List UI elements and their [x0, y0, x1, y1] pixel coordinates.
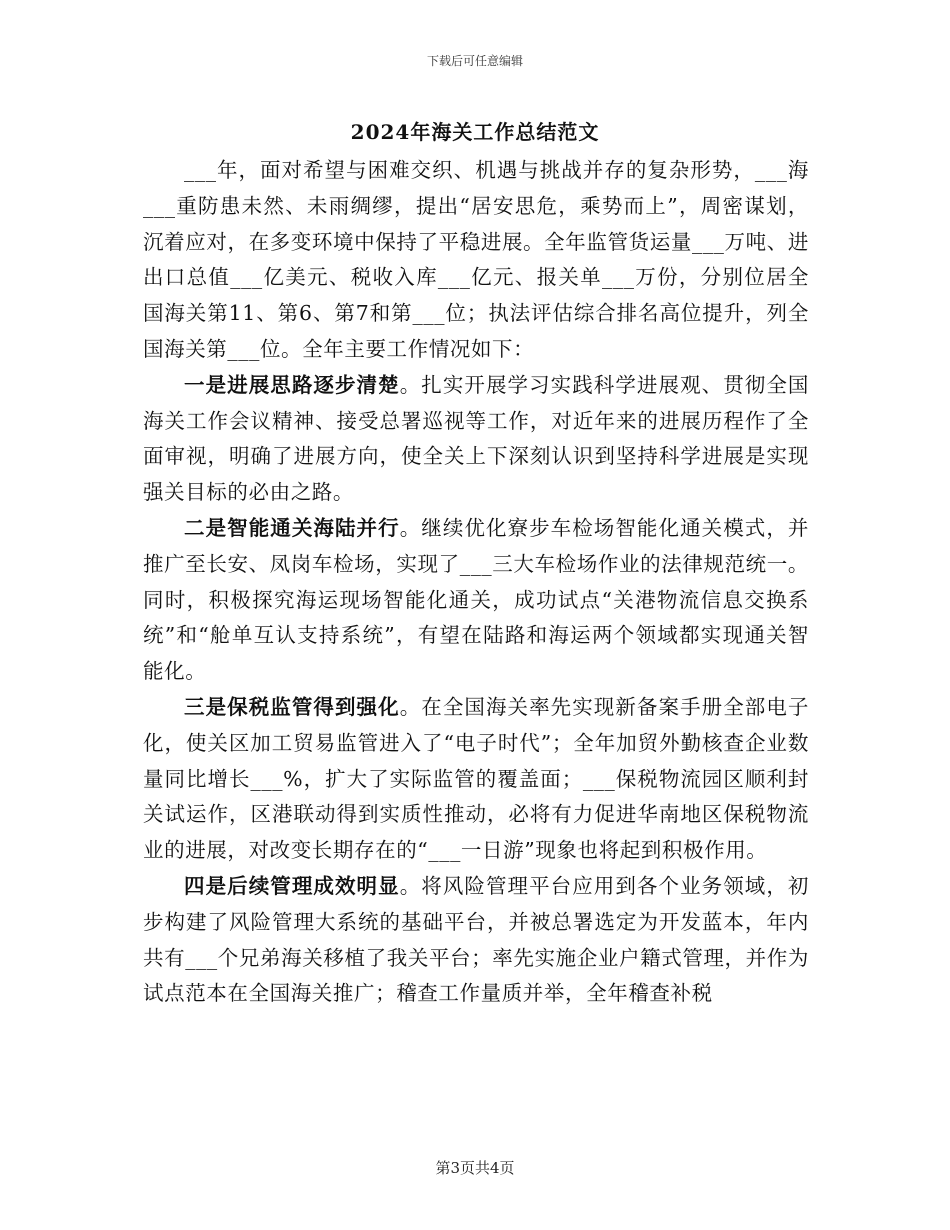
paragraph-text: 。继续优化寮步车检场智能化通关模式，并推广至长安、凤岗车检场，实现了___三大车检场作业的法律规范统一。同时，积极探究海运现场智能化通关，成功试点“关港物流信息交换系统”和“舱单互认支持系统”，有望在陆路和海运两个领域都实现通关智能化。: [143, 515, 810, 684]
document-title: 2024年海关工作总结范文: [350, 120, 600, 144]
paragraph-section-4: [143, 869, 809, 1012]
paragraph-text: 。将风险管理平台应用到各个业务领域，初步构建了风险管理大系统的基础平台，并被总署选定为开发蓝本，年内共有___个兄弟海关移植了我关平台；率先实施企业户籍式管理，并作为试点范本在全国海关推广；稽查工作量质并举，全年稽查补税: [143, 873, 810, 1006]
paragraph-heading: 一是进展思路逐步清楚: [184, 372, 400, 397]
paragraph-text: ___年，面对希望与困难交织、机遇与挑战并存的复杂形势，___海___重防患未然、未雨绸缪，提出“居安思危，乘势而上”，周密谋划，沉着应对，在多变环境中保持了平稳进展。全年监管货运量___万吨、进出口总值___亿美元、税收入库___亿元、报关单___万份，分别位居全国海关第11、第6、第7和第___位；执法评估综合排名高位提升，列全国海关第___位。全年主要工作情况如下：: [143, 158, 809, 361]
paragraph-section-2: [143, 511, 809, 690]
paragraph-intro: [143, 153, 809, 368]
paragraph-section-1: [143, 368, 809, 511]
paragraph-heading: 四是后续管理成效明显: [184, 873, 400, 898]
paragraph-heading: 二是智能通关海陆并行: [184, 515, 400, 540]
paragraph-section-3: [143, 690, 809, 869]
paragraph-text: 。扎实开展学习实践科学进展观、贯彻全国海关工作会议精神、接受总署巡视等工作，对近年来的进展历程作了全面审视，明确了进展方向，使全关上下深刻认识到坚持科学进展是实现强关目标的必由之路。: [143, 372, 810, 505]
document-body: [143, 153, 809, 1012]
paragraph-text: 。在全国海关率先实现新备案手册全部电子化，使关区加工贸易监管进入了“电子时代”；全年加贸外勤核查企业数量同比增长___%，扩大了实际监管的覆盖面；___保税物流园区顺利封关试运作，区港联动得到实质性推动，必将有力促进华南地区保税物流业的进展，对改变长期存在的“___一日游”现象也将起到积极作用。: [143, 694, 810, 863]
paragraph-heading: 三是保税监管得到强化: [184, 694, 400, 719]
page-number: 第3页共4页: [435, 1159, 515, 1177]
page-header-note: 下载后可任意编辑: [426, 54, 523, 68]
